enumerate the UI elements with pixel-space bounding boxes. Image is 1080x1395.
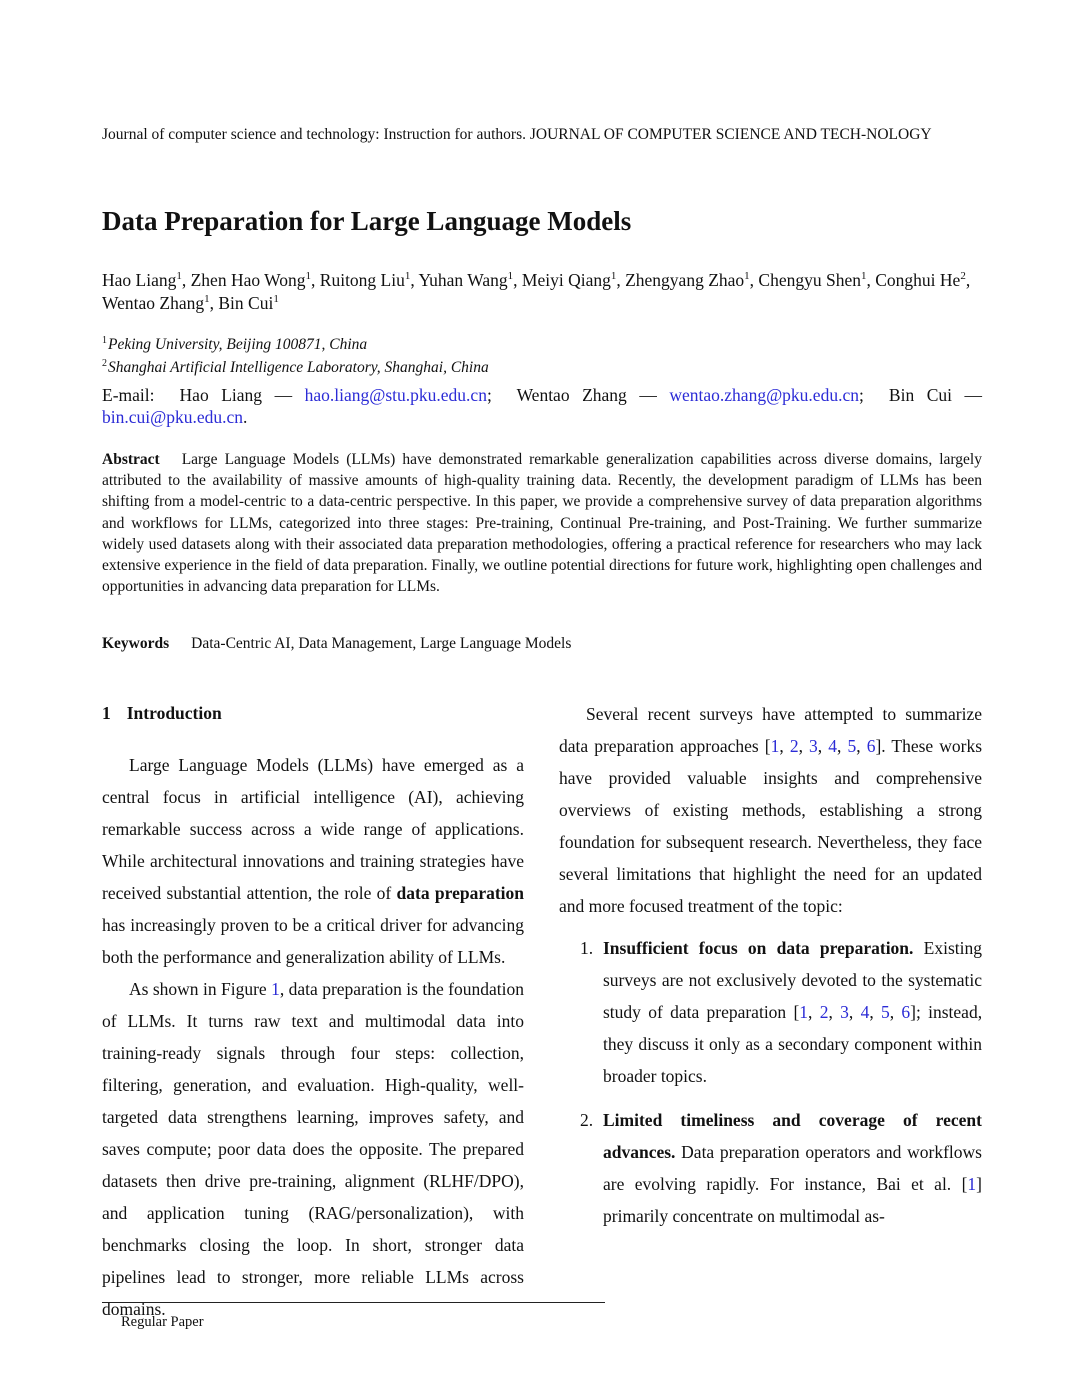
footer-note: Regular Paper: [121, 1314, 204, 1330]
email-name: Wentao Zhang: [516, 385, 627, 405]
author-name: Chengyu Shen: [758, 270, 861, 290]
citation-link[interactable]: 6: [901, 1002, 911, 1022]
author-affiliation-mark: 1: [404, 270, 411, 283]
author-name: Conghui He: [875, 270, 961, 290]
abstract: [102, 449, 982, 597]
author-affiliation-mark: 1: [507, 270, 514, 283]
list-marker: 2.: [580, 1110, 594, 1130]
section-heading: [102, 703, 222, 724]
abstract-label: Abstract: [102, 451, 160, 468]
affiliation-number: 1: [102, 334, 107, 346]
intro-paragraph-3: [559, 698, 982, 922]
author-affiliation-mark: 2: [960, 270, 966, 283]
section-number: 1: [102, 703, 111, 723]
affiliation-text: Peking University, Beijing 100871, China: [108, 336, 368, 353]
paper-title: Data Preparation for Large Language Models: [102, 206, 632, 236]
list-marker: 1.: [580, 938, 594, 958]
left-column: [102, 749, 524, 1325]
section-title: Introduction: [126, 703, 222, 723]
bold-text: Insufficient focus on data preparation.: [603, 938, 914, 958]
bold-text: Limited timeliness and coverage of recent advances.: [603, 1110, 982, 1162]
text-run: has increasingly proven to be a critical driver for advancing both the performance and generalization ability of LLMs.: [102, 915, 524, 967]
author-name: Yuhan Wang: [418, 270, 508, 290]
author-affiliation-mark: 1: [610, 270, 617, 283]
email-label: E-mail:: [102, 385, 155, 405]
author-affiliation-mark: 1: [176, 270, 182, 283]
limitation-item: [559, 1104, 982, 1232]
citation-link[interactable]: 3: [809, 736, 818, 756]
citation-link[interactable]: 5: [880, 1002, 890, 1022]
author-affiliation-mark: 1: [860, 270, 867, 283]
affiliation-1: [102, 335, 982, 355]
citation-link[interactable]: 2: [819, 1002, 829, 1022]
limitation-item: [559, 932, 982, 1092]
right-column: [559, 698, 982, 1244]
email-name: Hao Liang: [179, 385, 263, 405]
affiliation-text: Shanghai Artificial Intelligence Laboratory, Shanghai, China: [108, 359, 489, 376]
citation-link[interactable]: 1: [770, 736, 780, 756]
author-name: Meiyi Qiang: [521, 270, 611, 290]
author-name: Zhengyang Zhao: [625, 270, 745, 290]
figure-ref-link[interactable]: 1: [271, 979, 280, 999]
keywords: [102, 634, 982, 654]
intro-paragraph-1: [102, 749, 524, 973]
text-run: Data preparation operators and workflows are evolving rapidly. For instance, Bai et al. [: [603, 1142, 982, 1194]
citation-link[interactable]: 4: [860, 1002, 870, 1022]
citation-link[interactable]: 2: [789, 736, 799, 756]
email-link[interactable]: bin.cui@pku.edu.cn: [102, 407, 244, 427]
author-affiliation-mark: 1: [305, 270, 312, 283]
limitations-list: [559, 932, 982, 1232]
author-affiliation-mark: 1: [273, 293, 279, 306]
author-name: Bin Cui: [218, 293, 274, 313]
text-run: Several recent surveys have attempted to summarize data preparation approaches [: [559, 704, 982, 756]
text-run: ] primarily concentrate on multimodal as-: [603, 1174, 982, 1226]
keywords-text: Data-Centric AI, Data Management, Large Language Models: [191, 635, 572, 652]
citation-link[interactable]: 5: [847, 736, 857, 756]
author-name: Hao Liang: [102, 270, 177, 290]
intro-paragraph-2: [102, 973, 524, 1325]
text-run: ]. These works have provided valuable insights and comprehensive overviews of existing methods, establishing a strong foundation for subsequent research. Nevertheless, they face several limitations that highlight the need for an updated and more focused treatment of the topic:: [559, 736, 983, 916]
author-name: Wentao Zhang: [102, 293, 205, 313]
text-run: Existing surveys are not exclusively devoted to the systematic study of data preparation [: [603, 938, 982, 1022]
citation-group: 1, 2, 3, 4, 5, 6: [799, 1002, 911, 1022]
author-affiliation-mark: 1: [204, 293, 210, 306]
keywords-label: Keywords: [102, 635, 170, 652]
text-run: Large Language Models (LLMs) have emerged as a central focus in artificial intelligence (AI), achieving remarkable success across a wide range of applications. While architectural innovations and training strategies have received substantial attention, the role of: [102, 755, 524, 903]
bold-text: data preparation: [396, 883, 525, 903]
affiliation-2: [102, 358, 982, 378]
email-name: Bin Cui: [888, 385, 952, 405]
citation-link[interactable]: 1: [967, 1174, 977, 1194]
footnote-rule: [102, 1302, 605, 1303]
citation-link[interactable]: 1: [799, 1002, 809, 1022]
text-run: As shown in Figure: [129, 979, 272, 999]
citation-group: 1, 2, 3, 4, 5, 6: [770, 736, 876, 756]
affiliation-number: 2: [102, 357, 107, 369]
citation-link[interactable]: 4: [828, 736, 838, 756]
email-link[interactable]: hao.liang@stu.pku.edu.cn: [304, 385, 487, 405]
citation-link[interactable]: 3: [840, 1002, 849, 1022]
text-run: ]; instead, they discuss it only as a secondary component within broader topics.: [603, 1002, 983, 1086]
citation-link[interactable]: 6: [866, 736, 876, 756]
journal-header: Journal of computer science and technology: Instruction for authors. JOURNAL OF COMPUTER SCIENCE AND TECH-NOLOGY: [102, 126, 932, 143]
author-list: Hao Liang$^1$, Zhen Hao Wong$^1$, Ruitong Liu$^1$, Yuhan Wang$^1$, Meiyi Qiang$^1$, Zhengyang Zhao$^1$, Chengyu Shen$^1$, Conghui He$^2$, Wentao Zhang$^1$, Bin Cui$^1$: [102, 270, 971, 313]
author-name: Ruitong Liu: [319, 270, 405, 290]
author-affiliation-mark: 1: [744, 270, 750, 283]
abstract-text: Large Language Models (LLMs) have demonstrated remarkable generalization capabilities across diverse domains, largely attributed to the availability of massive amounts of high-quality training data. Recently, the development paradigm of LLMs has been shifting from a model-centric to a data-centric perspective. In this paper, we provide a comprehensive survey of data preparation algorithms and workflows for LLMs, categorized into three stages: Pre-training, Continual Pre-training, and Post-Training. We further summarize widely used datasets along with their associated data preparation methodologies, offering a practical reference for researchers who may lack extensive experience in the field of data preparation. Finally, we outline potential directions for future work, highlighting open challenges and opportunities in advancing data preparation for LLMs.: [102, 451, 982, 596]
text-run: , data preparation is the foundation of LLMs. It turns raw text and multimodal data into training-ready signals through four steps: collection, filtering, generation, and evaluation. High-quality, well-targeted data strengthens learning, improves safety, and saves compute; poor data does the opposite. The prepared datasets then drive pre-training, alignment (RLHF/DPO), and application tuning (RAG/personalization), with benchmarks closing the loop. In short, stronger data pipelines lead to stronger, more reliable LLMs across domains.: [102, 979, 524, 1319]
email-block: E-mail: Hao Liang — hao.liang@stu.pku.edu.cn; Wentao Zhang — wentao.zhang@pku.edu.cn; Bin Cui — bin.cui@pku.edu.cn.: [102, 385, 983, 427]
email-link[interactable]: wentao.zhang@pku.edu.cn: [669, 385, 859, 405]
author-name: Zhen Hao Wong: [190, 270, 306, 290]
